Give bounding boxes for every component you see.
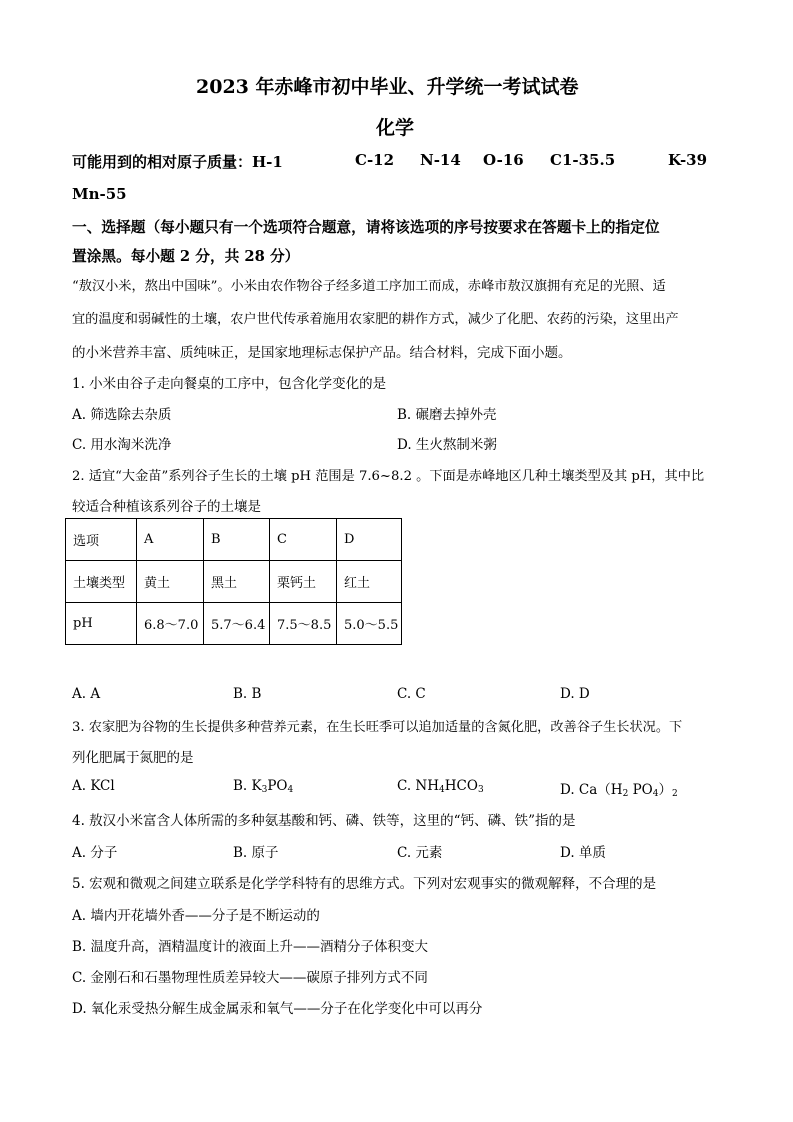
atomic-mass-cl: C1-35.5 (550, 151, 616, 169)
passage-line: 宜的温度和弱碱性的土壤，农户世代传承着施用农家肥的耕作方式，减少了化肥、农药的污染，这里出产 (72, 312, 679, 327)
subject-title: 化学 (376, 117, 415, 139)
q1-option-a: A. 筛选除去杂质 (72, 407, 172, 423)
q5-option-c: C. 金刚石和石墨物理性质差异较大——碳原子排列方式不同 (72, 970, 428, 986)
q2-stem-line2: 较适合种植该系列谷子的土壤是 (72, 499, 261, 515)
q5-stem: 5. 宏观和微观之间建立联系是化学学科特有的思维方式。下列对宏观事实的微观解释，不合理的是 (72, 876, 657, 892)
q4-option-c: C. 元素 (397, 845, 443, 861)
q2-option-c: C. C (397, 686, 426, 702)
formula-text: PO (628, 782, 653, 798)
table-cell: C (270, 519, 337, 561)
q5-option-a: A. 墙内开花墙外香——分子是不断运动的 (72, 908, 320, 924)
formula-subscript: 4 (287, 785, 294, 795)
formula-subscript: 4 (439, 785, 445, 795)
table-row (66, 519, 402, 561)
atomic-mass-c: C-12 (355, 151, 395, 169)
q1-stem: 1. 小米由谷子走向餐桌的工序中，包含化学变化的是 (72, 376, 387, 392)
q3-option-c (397, 778, 484, 795)
atomic-mass-n: N-14 (420, 151, 461, 169)
table-cell: 黄土 (137, 561, 204, 603)
table-cell: A (137, 519, 204, 561)
q3-stem-line1: 3. 农家肥为谷物的生长提供多种营养元素，在生长旺季可以追加适量的含氮化肥，改善谷子生长状况。下 (72, 720, 683, 735)
q3-stem-line2: 列化肥属于氮肥的是 (72, 750, 194, 766)
q2-stem-line1: 2. 适宜“大金苗”系列谷子生长的土壤 pH 范围是 7.6~8.2 。下面是赤峰地区几种土壤类型及其 pH，其中比 (72, 469, 705, 484)
q3-option-d (560, 778, 678, 799)
section-heading-line2: 置涂黑。每小题 2 分，共 28 分） (72, 248, 300, 265)
passage-line: 的小米营养丰富、质纯味正，是国家地理标志保护产品。结合材料，完成下面小题。 (72, 345, 572, 361)
table-cell: 6.8～7.0 (137, 603, 204, 645)
formula-subscript: 3 (261, 785, 268, 795)
q5-option-b: B. 温度升高，酒精温度计的液面上升——酒精分子体积变大 (72, 939, 429, 955)
formula-text: HCO (444, 778, 478, 794)
formula-text: C. NH (397, 778, 440, 794)
table-cell: B (204, 519, 270, 561)
q4-option-a: A. 分子 (72, 845, 118, 861)
formula-subscript: 4 (652, 789, 659, 799)
formula-text: ） (658, 782, 672, 798)
table-row (66, 561, 402, 603)
q4-option-d: D. 单质 (560, 845, 606, 861)
formula-text: D. Ca（H (560, 782, 623, 798)
table-cell: 5.0～5.5 (337, 603, 402, 645)
q1-option-d: D. 生火熬制米粥 (397, 437, 497, 453)
table-cell: D (337, 519, 402, 561)
formula-text: PO (267, 778, 288, 794)
atomic-mass-k: K-39 (668, 151, 708, 169)
formula-subscript: 2 (672, 789, 678, 799)
atomic-mass-mn: Mn-55 (72, 185, 127, 203)
q1-option-b: B. 碾磨去掉外壳 (397, 407, 497, 423)
atomic-mass-label: 可能用到的相对原子质量：H-1 (72, 153, 283, 171)
table-cell: pH (66, 603, 137, 645)
table-row (66, 603, 402, 645)
formula-subscript: 3 (477, 785, 484, 795)
table-cell: 黑土 (204, 561, 270, 603)
formula-subscript: 2 (622, 789, 629, 799)
q5-option-d: D. 氧化汞受热分解生成金属汞和氧气——分子在化学变化中可以再分 (72, 1001, 483, 1017)
q2-option-a: A. A (72, 686, 101, 702)
table-cell: 土壤类型 (66, 561, 137, 603)
table-cell: 7.5～8.5 (270, 603, 337, 645)
section-heading-line1: 一、选择题（每小题只有一个选项符合题意，请将该选项的序号按要求在答题卡上的指定位 (72, 219, 660, 236)
q2-option-d: D. D (560, 686, 590, 702)
q4-stem: 4. 敖汉小米富含人体所需的多种氨基酸和钙、磷、铁等，这里的“钙、磷、铁”指的是 (72, 813, 576, 829)
exam-title: 2023 年赤峰市初中毕业、升学统一考试试卷 (196, 76, 579, 98)
q4-option-b: B. 原子 (233, 845, 279, 861)
table-cell: 5.7～6.4 (204, 603, 270, 645)
passage-line: “敖汉小米，熬出中国味”。小米由农作物谷子经多道工序加工而成，赤峰市敖汉旗拥有充足的光照、适 (72, 279, 666, 294)
q3-option-a: A. KCl (72, 778, 115, 794)
table-cell: 选项 (66, 519, 137, 561)
soil-ph-table (65, 518, 402, 645)
q3-option-b (233, 778, 293, 795)
formula-text: B. K (233, 778, 262, 794)
q2-option-b: B. B (233, 686, 262, 702)
table-cell: 栗钙土 (270, 561, 337, 603)
table-cell: 红土 (337, 561, 402, 603)
q1-option-c: C. 用水淘米洗净 (72, 437, 172, 453)
atomic-mass-o: O-16 (483, 151, 524, 169)
